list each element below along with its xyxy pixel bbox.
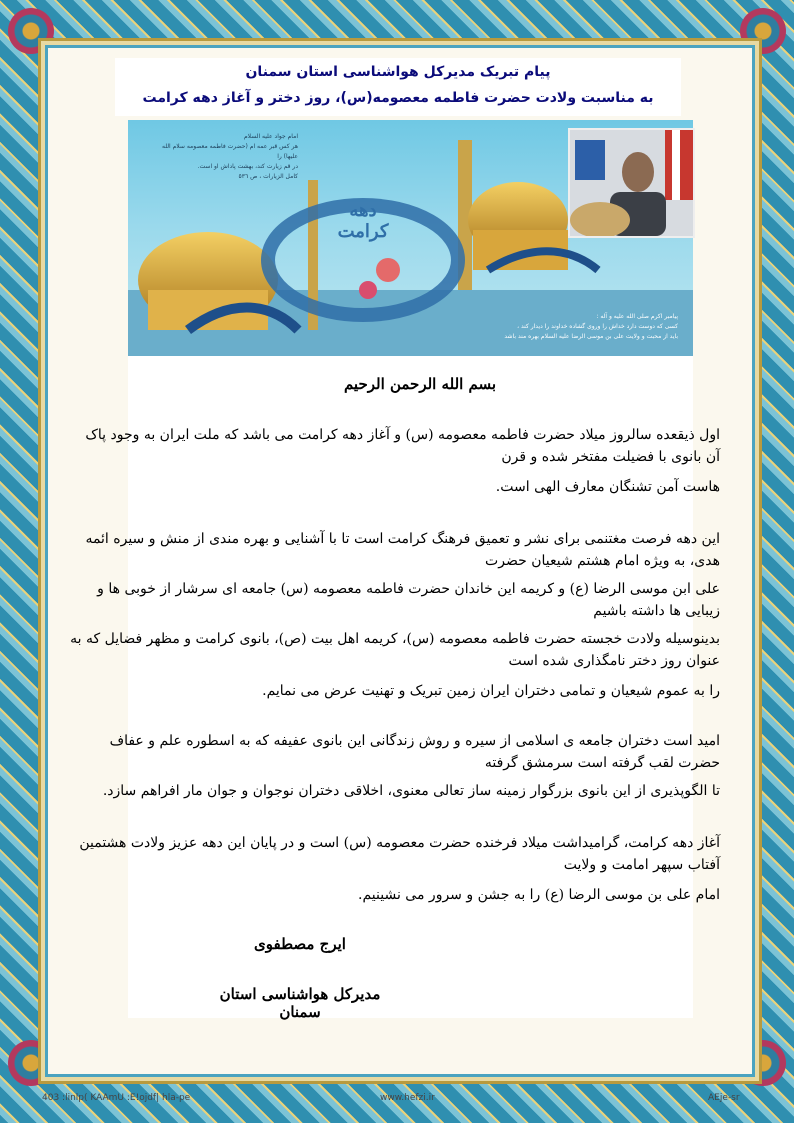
- paragraph-line: علی ابن موسی الرضا (ع) و کریمه این خاندان حضرت فاطمه معصومه (س) جامعه ای سرشار از خوبی ها و زیبایی ها داشته باشیم: [97, 581, 720, 619]
- bismillah: بسم الله الرحمن الرحیم: [343, 375, 497, 393]
- footer-website: www.hefzi.ir: [380, 1093, 435, 1103]
- paragraph-line: امید است دختران جامعه ی اسلامی از سیره و روش زندگانی این بانوی عفیفه که به اسطوره علم و عفاف حضرت لقب گرفته است سرمشق گرفته: [109, 733, 720, 771]
- signature-name: ایرج مصطفوی: [254, 935, 346, 953]
- footer-right-text: AEje-sr: [708, 1093, 740, 1103]
- director-portrait: [568, 128, 695, 238]
- quote-bottom-line: باید از محبت و ولایت علی بن موسی الرضا علیه السلام بهره مند باشد: [504, 333, 678, 340]
- paragraph-line: بدینوسیله ولادت خجسته حضرت فاطمه معصومه (س)، کریمه اهل بیت (ص)، بانوی کرامت و مظهر فضایل که به عنوان روز دختر نامگذاری شده است: [70, 631, 720, 669]
- calligraphy-text: دهه کرامت: [337, 200, 389, 242]
- paragraph-line: این دهه فرصت مغتنمی برای نشر و تعمیق فرهنگ کرامت است تا با آشنایی و بهره مندی از منش و سیره ائمه هدی، به ویژه امام هشتم شیعیان حضرت: [85, 531, 720, 569]
- signature-title: مدیرکل هواشناسی استان سمنان: [219, 985, 381, 1021]
- footer-left-text: 403 :linlp( KAAmU :E!ojdf| hla-pe: [42, 1093, 191, 1103]
- person-head: [622, 152, 654, 192]
- paragraph-line: هاست آمن تشنگان معارف الهی است.: [495, 479, 720, 495]
- quote-bottom-line: کسی که دوست دارد خداش را وروی گشاده خداوند را دیدار کند ،: [517, 323, 678, 330]
- logo-icon: [575, 140, 605, 180]
- quote-top-line: امام جواد علیه السلام: [243, 133, 298, 140]
- quote-top-line: کامل الزیارات ، ص ٥٣٦: [238, 173, 298, 180]
- paragraph-line: آغاز دهه کرامت، گرامیداشت میلاد فرخنده حضرت معصومه (س) است و در پایان این دهه عزیز ولادت هشتمین آفتاب سپهر امامت و ولایت: [79, 835, 720, 873]
- quote-bottom: [408, 312, 678, 342]
- page-title: پیام تبریک مدیرکل هواشناسی استان سمنان: [245, 64, 551, 80]
- paragraph-line: امام علی بن موسی الرضا (ع) را به جشن و سرور می نشینیم.: [358, 887, 720, 903]
- paragraph-line: تا الگوپذیری از این بانوی بزرگوار زمینه ساز تعالی معنوی، اخلاقی دختران نوجوان و جوان مار افراهم سازد.: [102, 783, 720, 799]
- quote-top-line: هر کس قبر عمه ام (حضرت فاطمه معصومه سلام الله علیها) را: [161, 143, 298, 160]
- flower-ornament: [376, 258, 400, 282]
- portrait-image: [570, 130, 693, 236]
- quote-top: [158, 132, 298, 182]
- quote-top-line: در قم زیارت کند، بهشت پاداش او است.: [197, 163, 298, 170]
- header-box: [115, 58, 681, 116]
- quote-bottom-line: پیامبر اکرم صلی الله علیه و آله :: [596, 313, 678, 320]
- paragraph-line: اول ذیقعده سالروز میلاد حضرت فاطمه معصومه (س) و آغاز دهه کرامت می باشد که ملت ایران به وجود پاک آن بانوی با فضیلت مفتخر شده و قرن: [85, 427, 720, 465]
- paragraph-line: را به عموم شیعیان و تمامی دختران ایران زمین تبریک و تهنیت عرض می نمایم.: [262, 683, 720, 699]
- page-subtitle: به مناسبت ولادت حضرت فاطمه معصومه(س)، روز دختر و آغاز دهه کرامت: [142, 90, 654, 106]
